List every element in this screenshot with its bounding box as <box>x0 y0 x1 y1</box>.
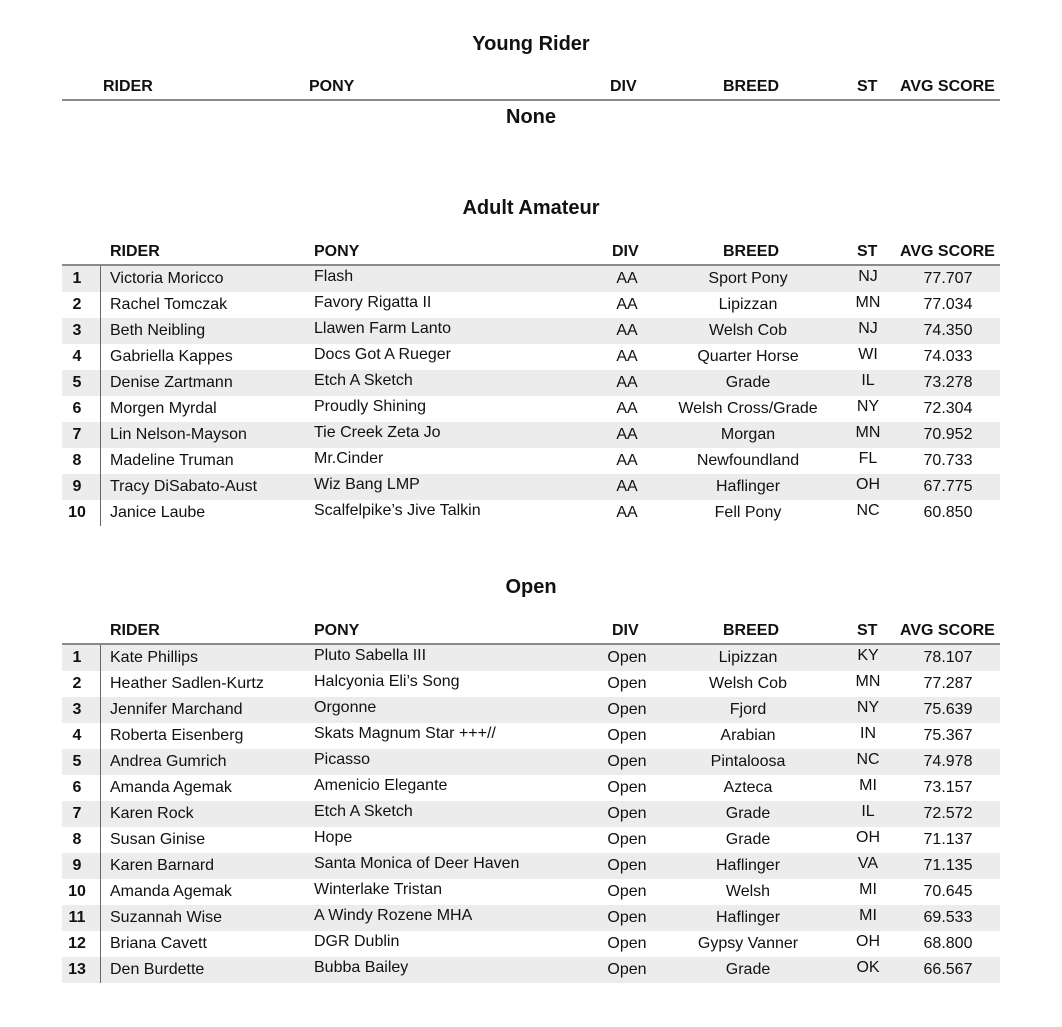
table-row <box>62 448 1000 474</box>
rider-cell: Karen Barnard <box>110 857 215 874</box>
avg-score-cell: 68.800 <box>923 935 973 952</box>
table-header <box>62 619 1000 645</box>
avg-score-cell: 70.645 <box>923 883 973 900</box>
rider-cell: Amanda Agemak <box>110 779 232 796</box>
rank-cell: 10 <box>68 504 86 521</box>
rank-divider <box>100 905 101 931</box>
col-rider: RIDER <box>110 622 160 639</box>
avg-score-cell: 73.157 <box>923 779 973 796</box>
avg-score-cell: 73.278 <box>923 374 973 391</box>
pony-cell: Flash <box>314 268 354 285</box>
breed-cell: Morgan <box>720 426 776 443</box>
rank-divider <box>100 396 101 422</box>
div-cell: Open <box>607 727 647 744</box>
breed-cell: Fjord <box>729 701 767 718</box>
st-cell: FL <box>858 450 878 467</box>
table-row <box>62 827 1000 853</box>
avg-score-cell: 77.034 <box>923 296 973 313</box>
table-row <box>62 500 1000 526</box>
avg-score-cell: 72.572 <box>923 805 973 822</box>
breed-cell: Welsh Cross/Grade <box>678 400 818 417</box>
pony-cell: Favory Rigatta II <box>314 294 432 311</box>
div-cell: Open <box>607 909 647 926</box>
st-cell: IN <box>860 725 876 742</box>
open-rows <box>62 645 1000 983</box>
rank-cell: 8 <box>72 452 82 469</box>
div-cell: AA <box>616 374 638 391</box>
table-row <box>62 422 1000 448</box>
col-st: ST <box>857 78 878 95</box>
breed-cell: Haflinger <box>715 909 781 926</box>
rider-cell: Susan Ginise <box>110 831 206 848</box>
st-cell: NC <box>856 751 880 768</box>
div-cell: Open <box>607 753 647 770</box>
rank-divider <box>100 292 101 318</box>
pony-cell: Docs Got A Rueger <box>314 346 451 363</box>
div-cell: AA <box>616 270 638 287</box>
table-row <box>62 697 1000 723</box>
st-cell: NY <box>856 398 880 415</box>
section-title: Adult Amateur <box>462 197 600 219</box>
avg-score-cell: 66.567 <box>923 961 973 978</box>
breed-cell: Welsh Cob <box>709 322 787 339</box>
breed-cell: Grade <box>725 805 771 822</box>
st-cell: NJ <box>858 320 878 337</box>
div-cell: Open <box>607 649 647 666</box>
pony-cell: Orgonne <box>314 699 377 716</box>
avg-score-cell: 77.707 <box>923 270 973 287</box>
pony-cell: Mr.Cinder <box>314 450 384 467</box>
avg-score-cell: 70.733 <box>923 452 973 469</box>
rider-cell: Roberta Eisenberg <box>110 727 244 744</box>
rank-cell: 13 <box>68 961 86 978</box>
rank-cell: 12 <box>68 935 86 952</box>
col-avg-score: AVG SCORE <box>900 622 995 639</box>
rank-divider <box>100 697 101 723</box>
pony-cell: Etch A Sketch <box>314 372 413 389</box>
pony-cell: Proudly Shining <box>314 398 427 415</box>
st-cell: NY <box>856 699 880 716</box>
rank-cell: 4 <box>72 348 82 365</box>
rank-divider <box>100 957 101 983</box>
rank-cell: 7 <box>72 805 82 822</box>
rank-divider <box>100 344 101 370</box>
rider-cell: Suzannah Wise <box>110 909 223 926</box>
pony-cell: Picasso <box>314 751 371 768</box>
breed-cell: Grade <box>725 831 771 848</box>
table-row <box>62 292 1000 318</box>
breed-cell: Quarter Horse <box>697 348 799 365</box>
table-header <box>62 240 1000 266</box>
div-cell: AA <box>616 348 638 365</box>
st-cell: IL <box>861 803 875 820</box>
pony-cell: Skats Magnum Star +++// <box>314 725 496 742</box>
avg-score-cell: 72.304 <box>923 400 973 417</box>
rank-cell: 6 <box>72 400 82 417</box>
col-breed: BREED <box>723 243 780 260</box>
col-pony: PONY <box>314 622 360 639</box>
rank-divider <box>100 266 101 292</box>
rank-divider <box>100 723 101 749</box>
col-avg-score: AVG SCORE <box>900 78 995 95</box>
st-cell: WI <box>858 346 878 363</box>
pony-cell: Wiz Bang LMP <box>314 476 420 493</box>
col-breed: BREED <box>723 78 780 95</box>
div-cell: Open <box>607 935 647 952</box>
col-breed: BREED <box>723 622 780 639</box>
st-cell: MI <box>859 777 877 794</box>
rank-cell: 7 <box>72 426 82 443</box>
rank-divider <box>100 474 101 500</box>
rider-cell: Lin Nelson-Mayson <box>110 426 247 443</box>
breed-cell: Newfoundland <box>696 452 800 469</box>
st-cell: OH <box>856 829 880 846</box>
avg-score-cell: 71.135 <box>923 857 973 874</box>
rank-divider <box>100 775 101 801</box>
rider-cell: Jennifer Marchand <box>110 701 243 718</box>
breed-cell: Grade <box>725 961 771 978</box>
avg-score-cell: 75.639 <box>923 701 973 718</box>
col-rider: RIDER <box>110 243 160 260</box>
section-title: Young Rider <box>472 33 590 55</box>
table-row <box>62 723 1000 749</box>
col-pony: PONY <box>314 243 360 260</box>
table-row <box>62 801 1000 827</box>
rank-divider <box>100 448 101 474</box>
st-cell: NC <box>856 502 880 519</box>
st-cell: MI <box>859 907 877 924</box>
st-cell: OK <box>856 959 880 976</box>
avg-score-cell: 71.137 <box>923 831 973 848</box>
st-cell: MI <box>859 881 877 898</box>
breed-cell: Azteca <box>723 779 773 796</box>
pony-cell: A Windy Rozene MHA <box>314 907 473 924</box>
avg-score-cell: 74.033 <box>923 348 973 365</box>
pony-cell: Llawen Farm Lanto <box>314 320 451 337</box>
rider-cell: Madeline Truman <box>110 452 234 469</box>
st-cell: VA <box>857 855 879 872</box>
section-title: Open <box>505 576 557 598</box>
rank-divider <box>100 370 101 396</box>
st-cell: IL <box>861 372 875 389</box>
div-cell: Open <box>607 831 647 848</box>
rider-cell: Janice Laube <box>110 504 206 521</box>
div-cell: Open <box>607 961 647 978</box>
col-rider: RIDER <box>103 78 153 95</box>
rank-cell: 1 <box>72 649 82 666</box>
rank-divider <box>100 879 101 905</box>
div-cell: Open <box>607 857 647 874</box>
rider-cell: Morgen Myrdal <box>110 400 217 417</box>
rider-cell: Karen Rock <box>110 805 194 822</box>
pony-cell: Bubba Bailey <box>314 959 409 976</box>
div-cell: AA <box>616 478 638 495</box>
table-header <box>62 75 1000 101</box>
avg-score-cell: 60.850 <box>923 504 973 521</box>
rank-cell: 4 <box>72 727 82 744</box>
breed-cell: Welsh Cob <box>709 675 787 692</box>
rank-cell: 3 <box>72 701 82 718</box>
rank-cell: 2 <box>72 296 82 313</box>
rider-cell: Andrea Gumrich <box>110 753 227 770</box>
pony-cell: Etch A Sketch <box>314 803 413 820</box>
rank-cell: 5 <box>72 374 82 391</box>
rider-cell: Rachel Tomczak <box>110 296 228 313</box>
rank-divider <box>100 801 101 827</box>
avg-score-cell: 67.775 <box>923 478 973 495</box>
rank-cell: 2 <box>72 675 82 692</box>
rider-cell: Gabriella Kappes <box>110 348 233 365</box>
rank-cell: 3 <box>72 322 82 339</box>
rank-cell: 9 <box>72 478 82 495</box>
rider-cell: Amanda Agemak <box>110 883 232 900</box>
col-div: DIV <box>612 243 639 260</box>
div-cell: Open <box>607 701 647 718</box>
rank-cell: 1 <box>72 270 82 287</box>
breed-cell: Grade <box>725 374 771 391</box>
pony-cell: Hope <box>314 829 353 846</box>
div-cell: Open <box>607 883 647 900</box>
breed-cell: Lipizzan <box>718 649 778 666</box>
table-row <box>62 370 1000 396</box>
div-cell: Open <box>607 805 647 822</box>
col-avg-score: AVG SCORE <box>900 243 995 260</box>
rank-divider <box>100 827 101 853</box>
breed-cell: Gypsy Vanner <box>697 935 799 952</box>
rank-cell: 10 <box>68 883 86 900</box>
st-cell: MN <box>855 294 881 311</box>
rank-divider <box>100 671 101 697</box>
col-st: ST <box>857 622 878 639</box>
breed-cell: Pintaloosa <box>710 753 786 770</box>
rider-cell: Denise Zartmann <box>110 374 233 391</box>
div-cell: AA <box>616 322 638 339</box>
pony-cell: Pluto Sabella III <box>314 647 427 664</box>
pony-cell: Amenicio Elegante <box>314 777 448 794</box>
rank-divider <box>100 749 101 775</box>
avg-score-cell: 70.952 <box>923 426 973 443</box>
rider-cell: Kate Phillips <box>110 649 199 666</box>
avg-score-cell: 69.533 <box>923 909 973 926</box>
rank-cell: 5 <box>72 753 82 770</box>
avg-score-cell: 74.978 <box>923 753 973 770</box>
div-cell: AA <box>616 504 638 521</box>
breed-cell: Welsh <box>725 883 771 900</box>
table-row <box>62 344 1000 370</box>
table-row <box>62 957 1000 983</box>
table-row <box>62 853 1000 879</box>
rank-divider <box>100 645 101 671</box>
div-cell: AA <box>616 426 638 443</box>
col-div: DIV <box>612 622 639 639</box>
st-cell: OH <box>856 476 880 493</box>
pony-cell: Tie Creek Zeta Jo <box>314 424 441 441</box>
table-row <box>62 474 1000 500</box>
rank-divider <box>100 500 101 526</box>
div-cell: Open <box>607 675 647 692</box>
breed-cell: Sport Pony <box>708 270 788 287</box>
pony-cell: Winterlake Tristan <box>314 881 443 898</box>
breed-cell: Fell Pony <box>714 504 782 521</box>
avg-score-cell: 78.107 <box>923 649 973 666</box>
rank-cell: 6 <box>72 779 82 796</box>
pony-cell: Santa Monica of Deer Haven <box>314 855 520 872</box>
table-row <box>62 266 1000 292</box>
rank-divider <box>100 931 101 957</box>
rider-cell: Briana Cavett <box>110 935 207 952</box>
st-cell: MN <box>855 424 881 441</box>
table-row <box>62 645 1000 671</box>
rider-cell: Den Burdette <box>110 961 205 978</box>
breed-cell: Arabian <box>720 727 776 744</box>
table-row <box>62 749 1000 775</box>
rider-cell: Heather Sadlen-Kurtz <box>110 675 264 692</box>
breed-cell: Haflinger <box>715 478 781 495</box>
col-pony: PONY <box>309 78 355 95</box>
table-row <box>62 318 1000 344</box>
breed-cell: Lipizzan <box>718 296 778 313</box>
st-cell: NJ <box>858 268 878 285</box>
st-cell: OH <box>856 933 880 950</box>
avg-score-cell: 75.367 <box>923 727 973 744</box>
rider-cell: Tracy DiSabato-Aust <box>110 478 258 495</box>
st-cell: KY <box>857 647 879 664</box>
table-row <box>62 879 1000 905</box>
rank-divider <box>100 422 101 448</box>
div-cell: AA <box>616 400 638 417</box>
table-row <box>62 931 1000 957</box>
rank-cell: 9 <box>72 857 82 874</box>
rider-cell: Beth Neibling <box>110 322 206 339</box>
rank-cell: 11 <box>68 909 86 926</box>
table-row <box>62 775 1000 801</box>
rank-cell: 8 <box>72 831 82 848</box>
rider-cell: Victoria Moricco <box>110 270 224 287</box>
rank-divider <box>100 853 101 879</box>
pony-cell: DGR Dublin <box>314 933 400 950</box>
col-div: DIV <box>610 78 637 95</box>
adult-amateur-rows <box>62 266 1000 526</box>
breed-cell: Haflinger <box>715 857 781 874</box>
col-st: ST <box>857 243 878 260</box>
table-row <box>62 396 1000 422</box>
table-row <box>62 671 1000 697</box>
empty-notice: None <box>506 106 556 128</box>
div-cell: Open <box>607 779 647 796</box>
rank-divider <box>100 318 101 344</box>
avg-score-cell: 74.350 <box>923 322 973 339</box>
div-cell: AA <box>616 452 638 469</box>
div-cell: AA <box>616 296 638 313</box>
table-row <box>62 905 1000 931</box>
avg-score-cell: 77.287 <box>923 675 973 692</box>
pony-cell: Halcyonia Eli’s Song <box>314 673 460 690</box>
pony-cell: Scalfelpike’s Jive Talkin <box>314 502 481 519</box>
st-cell: MN <box>855 673 881 690</box>
